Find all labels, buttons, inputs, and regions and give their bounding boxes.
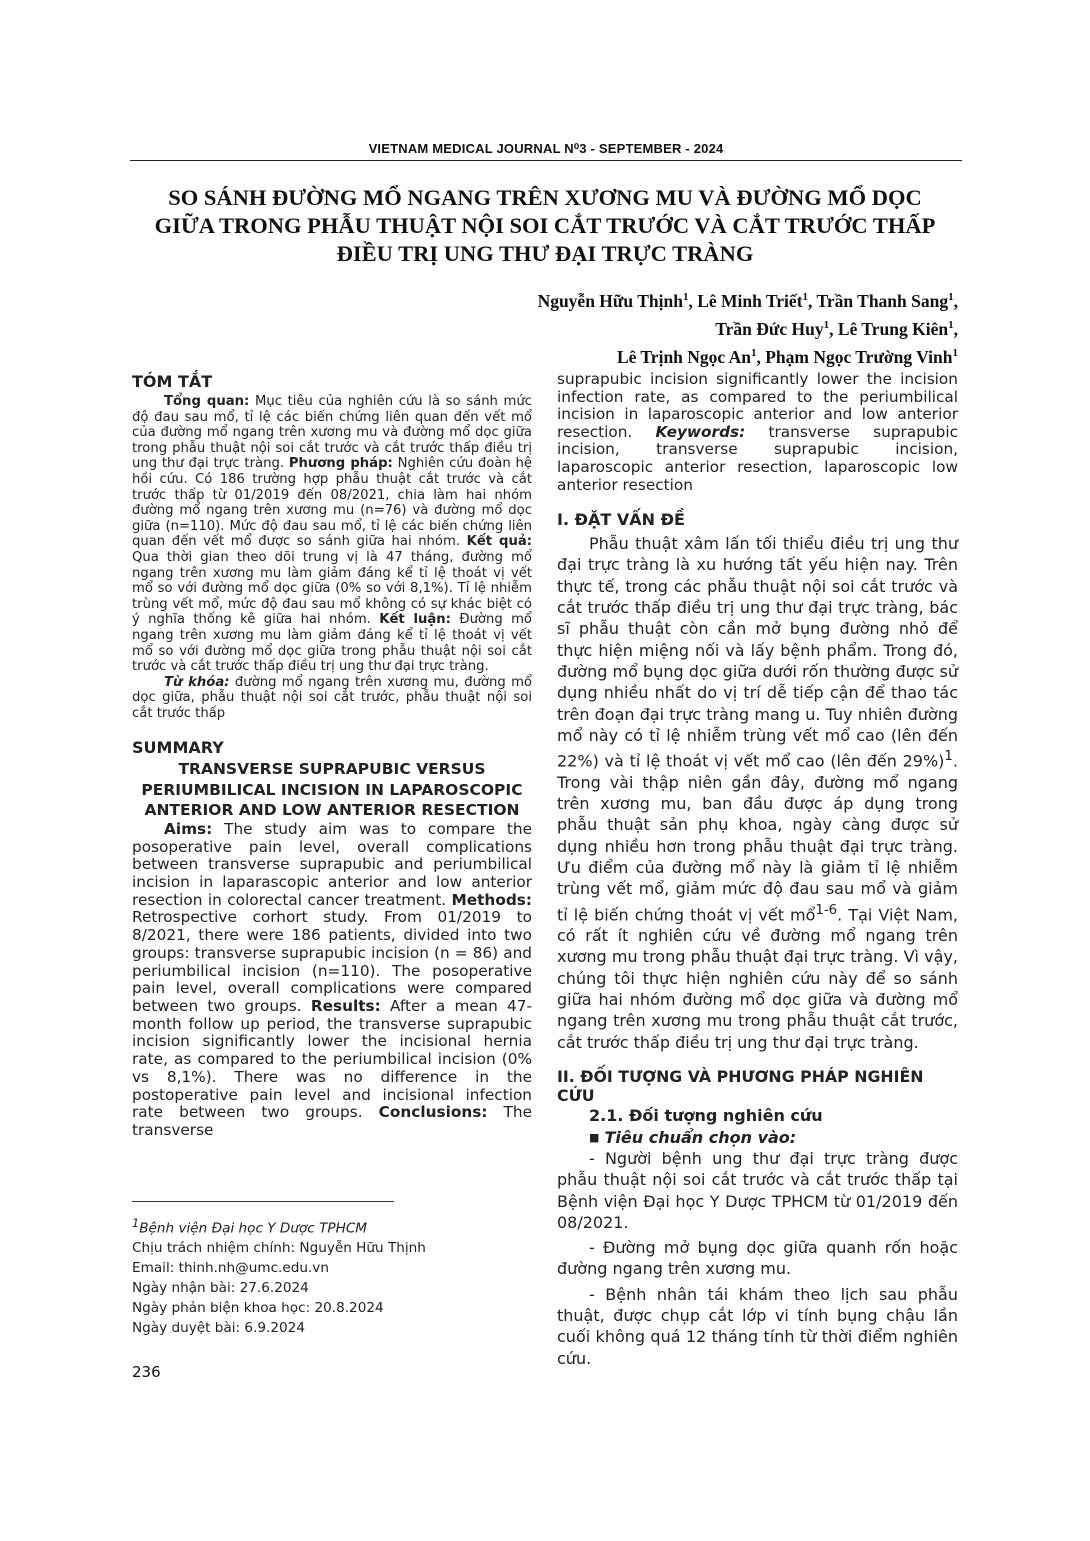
criteria-item-text: Người bệnh ung thư đại trực tràng được phẫu thuật nội soi cắt trước và cắt trước thấp tại Bệnh viện Đại học Y Dược TPHCM từ 01/2019 đến 08/2021. (557, 1148, 959, 1232)
author-affiliation-sup: 1 (948, 291, 954, 303)
citation-ref: 1 (944, 749, 953, 765)
abstract-vi-body (132, 394, 532, 675)
running-header: VIETNAM MEDICAL JOURNAL N⁰3 - SEPTEMBER - 2024 (368, 141, 724, 156)
date-received: Ngày nhận bài: 27.6.2024 (132, 1279, 309, 1296)
summary-conclusions-cont: suprapubic incision significantly lower the incision infection rate, as compared to the periumbilical incision in laparoscopic anterior and low anterior resection. (557, 370, 958, 441)
author-affiliation-sup: 1 (802, 291, 809, 303)
author-name: Trần Thanh Sang (816, 290, 949, 311)
criteria-item-text: Đường mở bụng dọc giữa quanh rốn hoặc đường ngang trên xương mu. (557, 1238, 959, 1279)
bullet-icon: ■ (589, 1130, 600, 1144)
aims-text: The study aim was to compare the posoperative pain level, overall complications between transverse suprapubic and periumbilical incision in laparascopic anterior and low anterior resection in colorectal cancer treatment. (132, 819, 532, 909)
affiliation-text: Bệnh viện Đại học Y Dược TPHCM (139, 1220, 368, 1237)
keywords-vi-text: đường mổ ngang trên xương mu, đường mổ dọc giữa, phẫu thuật nội soi cắt trước, phẫu thuật nội soi cắt trước thấp (132, 674, 532, 721)
keywords-en-text: transverse suprapubic incision, transverse suprapubic incision, laparoscopic anterior resection, laparoscopic low anterior resection (557, 422, 958, 494)
author-line-2: Trần Đức Huy$^1$, Lê Trung Kiên$^1$, (715, 318, 958, 339)
criteria-item-3: - Bệnh nhân tái khám theo lịch sau phẫu thuật, được chụp cắt lớp vi tính bụng chậu lần cuối không quá 12 tháng tính từ thời điểm nghiên cứu. (557, 1284, 958, 1368)
date-accepted: Ngày duyệt bài: 6.9.2024 (132, 1319, 305, 1336)
author-name: Lê Trung Kiên (837, 318, 949, 339)
page-number: 236 (132, 1363, 161, 1381)
author-name: Lê Minh Triết (697, 290, 803, 311)
affiliation-footnote (132, 1214, 532, 1239)
intro-heading: I. ĐẶT VẤN ĐỀ (557, 510, 685, 530)
author-affiliation-sup: 1 (952, 346, 958, 359)
overview-text: Mục tiêu của nghiên cứu là so sánh mức độ đau sau mổ, tỉ lệ các biến chứng liên quan đến vết mổ của đường mổ ngang trên xương mu và đường mổ dọc giữa trong phẫu thuật nội soi cắt trước và cắt trước thấp điều trị ung thư đại trực tràng. (132, 394, 532, 472)
overview-label: Tổng quan: (164, 394, 250, 409)
summary-conclusions-start: The transverse (132, 1103, 532, 1139)
author-affiliation-sup: 1 (948, 318, 954, 331)
author-name: Trần Đức Huy (715, 318, 824, 339)
author-line-1: Nguyễn Hữu Thịnh$^1$, Lê Minh Triết$^1$, Trần Thanh Sang$^1$, (537, 290, 958, 311)
summary-results-text: After a mean 47-month follow up period, the transverse suprapubic incision significantly lower the incisional hernia rate, as compared to the periumbilical incision (0% vs 8,1%). There was no difference in the postoperative pain level and incisional infection rate between two groups. (132, 997, 532, 1122)
results-label: Kết quả: (466, 534, 533, 550)
summary-body (132, 821, 532, 1140)
criteria-item-1: - Người bệnh ung thư đại trực tràng được phẫu thuật nội soi cắt trước và cắt trước thấp tại Bệnh viện Đại học Y Dược TPHCM từ 01/2019 đến 08/2021. (557, 1148, 959, 1232)
keywords-en-label: Keywords: (655, 422, 746, 441)
methods-heading: II. ĐỐI TƯỢNG VÀ PHƯƠNG PHÁP NGHIÊN CỨU (557, 1066, 924, 1105)
author-name: Lê Trịnh Ngọc An (616, 346, 751, 367)
summary-conclusions-label: Conclusions: (378, 1103, 488, 1122)
intro-paragraph (557, 533, 958, 1053)
summary-methods-text: Retrospective corhort study. From 01/2019 to 8/2021, there were 186 patients, divided into two groups: transverse suprapubic incision (n = 86) and periumbilical incision (n=110). The posoperative pain level, overall complications were compared between two groups. (132, 908, 532, 1015)
intro-text-1: Phẫu thuật xâm lấn tối thiểu điều trị ung thư đại trực tràng là xu hướng tất yếu hiện nay. Trên thực tế, trong các phẫu thuật nội soi cắt trước và cắt trước thấp điều trị ung thư đại trực tràng, bác sĩ phẫu thuật còn cần mở bụng đường nhỏ để thực hiện miệng nối và lấy bệnh phẩm. Trong đó, đường mổ bụng dọc giữa dưới rốn thường được sử dụng nhiều nhất do vị trí dễ tiếp cận để thao tác trên đoạn đại trực tràng mang u. Tuy nhiên đường mổ này có tỉ lệ nhiễm trùng vết mổ cao (lên đến 22%) và tỉ lệ thoát vị vết mổ cao (lên đến 29%) (557, 534, 958, 771)
intro-text-3: . Tại Việt Nam, có rất ít nghiên cứu về đường mổ ngang trên xương mu trong phẫu thuật đại trực tràng. Vì vậy, chúng tôi thực hiện nghiên cứu này để so sánh giữa hai nhóm đường mổ dọc giữa và đường mổ ngang trên xương mu trong phẫu thuật cắt trước, cắt trước thấp điều trị ung thư đại trực tràng. (557, 904, 958, 1052)
keywords-vi (132, 675, 532, 722)
footnotes (132, 1214, 532, 1338)
summary-heading: SUMMARY (132, 738, 224, 758)
article-title: SO SÁNH ĐƯỜNG MỔ NGANG TRÊN XƯƠNG MU VÀ ĐƯỜNG MỔ DỌC GIỮA TRONG PHẪU THUẬT NỘI SOI CẮT TRƯỚC VÀ CẮT TRƯỚC THẤP ĐIỀU TRỊ UNG THƯ ĐẠI TRỰC TRÀNG (154, 185, 936, 266)
abstract-vi-heading: TÓM TẮT (132, 372, 213, 391)
date-reviewed: Ngày phản biện khoa học: 20.8.2024 (132, 1299, 384, 1316)
conclusion-label: Kết luận: (379, 612, 451, 628)
left-column (132, 372, 532, 1140)
author-affiliation-sup: 1 (823, 318, 830, 331)
author-affiliation-sup: 1 (750, 346, 757, 359)
header-rule (130, 160, 962, 161)
right-column (557, 371, 958, 1369)
summary-title: TRANSVERSE SUPRAPUBIC VERSUS PERIUMBILICAL INCISION IN LAPAROSCOPIC ANTERIOR AND LOW ANTERIOR RESECTION (141, 760, 523, 820)
subsection-heading: 2.1. Đối tượng nghiên cứu (589, 1105, 823, 1125)
methods-label: Phương pháp: (288, 456, 393, 472)
citation-ref: 1-6 (815, 902, 838, 918)
keywords-vi-label: Từ khóa: (164, 674, 230, 690)
criteria-item-text: Bệnh nhân tái khám theo lịch sau phẫu thuật, được chụp cắt lớp vi tính bụng chậu lần cuối không quá 12 tháng tính từ thời điểm nghiên cứu. (557, 1284, 958, 1368)
summary-continued (557, 371, 958, 494)
author-affiliation-sup: 1 (682, 291, 689, 303)
author-list (258, 285, 958, 368)
footnote-rule (132, 1201, 394, 1202)
author-line-3: Lê Trịnh Ngọc An$^1$, Phạm Ngọc Trường Vinh$^1$ (616, 346, 958, 367)
criteria-label: Tiêu chuẩn chọn vào: (604, 1127, 797, 1147)
summary-methods-label: Methods: (451, 890, 532, 909)
criteria-heading (589, 1127, 958, 1148)
conclusion-text: Đường mổ ngang trên xương mu làm giảm đáng kể tỉ lệ thoát vị vết mổ so với đường mổ dọc giữa trong phẫu thuật nội soi cắt trước và cắt trước thấp điều trị ung thư đại trực tràng. (132, 612, 533, 675)
methods-text: Nghiên cứu đoàn hệ hồi cứu. Có 186 trường hợp phẫu thuật cắt trước và cắt trước thấp từ 01/2019 đến 08/2021, chia làm hai nhóm đường mổ ngang trên xương mu (n=76) và đường mổ dọc giữa (n=110). Mức độ đau sau mổ, tỉ lệ các biến chứng liên quan đến vết mổ được so sánh giữa hai nhóm. (132, 456, 532, 550)
email: Email: thinh.nh@umc.edu.vn (132, 1260, 329, 1277)
corresponding-author: Chịu trách nhiệm chính: Nguyễn Hữu Thịnh (132, 1240, 426, 1257)
summary-results-label: Results: (310, 997, 381, 1015)
author-name: Nguyễn Hữu Thịnh (537, 290, 683, 311)
criteria-item-2: - Đường mở bụng dọc giữa quanh rốn hoặc đường ngang trên xương mu. (557, 1238, 959, 1279)
results-text: Qua thời gian theo dõi trung vị là 47 tháng, đường mổ ngang trên xương mu làm giảm đáng kể tỉ lệ thoát vị vết mổ so với đường mổ dọc giữa (0% so với 8,1%). Tỉ lệ nhiễm trùng vết mổ, mức độ đau sau mổ không có sự khác biệt có ý nghĩa thống kê giữa hai nhóm. (132, 549, 532, 628)
aims-label: Aims: (164, 819, 213, 838)
intro-text-2: . Trong vài thập niên gần đây, đường mổ ngang trên xương mu, ban đầu được áp dụng trong phẫu thuật sản phụ khoa, ngày càng được sử dụng nhiều hơn trong phẫu thuật đại trực tràng. Ưu điểm của đường mổ này là giảm tỉ lệ nhiễm trùng vết mổ, giảm mức độ đau sau mổ và giảm tỉ lệ biến chứng thoát vị vết mổ (557, 751, 958, 924)
author-name: Phạm Ngọc Trường Vinh (765, 346, 953, 367)
affiliation-sup: 1 (132, 1216, 140, 1230)
